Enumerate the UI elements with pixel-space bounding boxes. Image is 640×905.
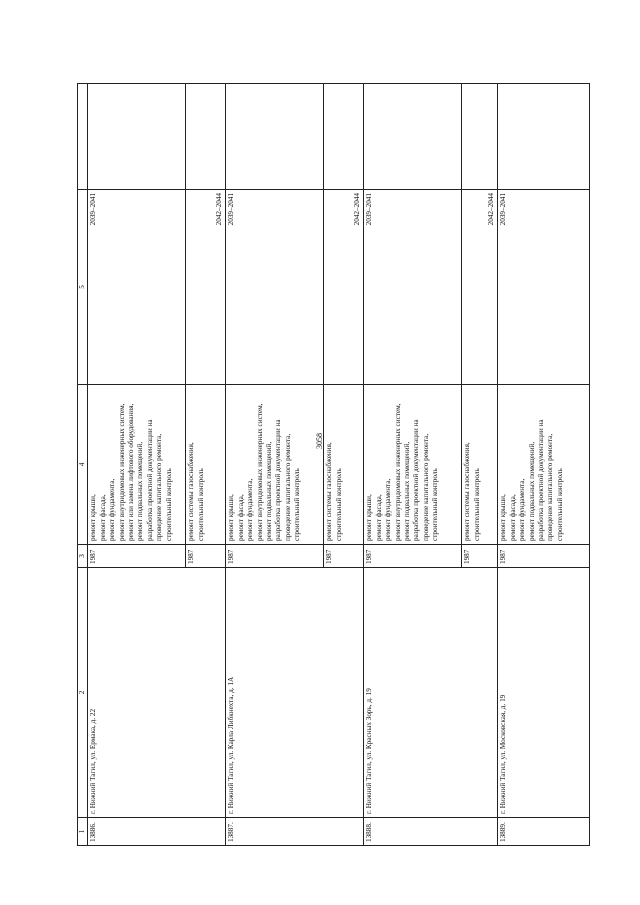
commission-year: 1987 [364,545,462,568]
commission-year: 1987 [498,545,590,568]
empty-cell [498,84,590,190]
table-row [498,84,590,846]
work-item: разработка проектной документации на [412,419,421,541]
work-item: проведение капитального ремонта, [283,433,292,541]
works-list [498,385,590,545]
commission-year: 1987 [88,545,186,568]
table-row [88,84,186,846]
commission-year: 1987 [324,545,364,568]
work-item: ремонт фасада, [508,494,517,541]
record-number: 13886. [88,818,226,846]
record-address: г. Нижний Тагил, ул. Красных Зорь, д. 19 [364,568,498,818]
work-item: разработка проектной документации на [145,419,154,541]
record-address: г. Нижний Тагил, ул. Московская, д. 19 [498,568,590,818]
page-number: 3058 [315,433,324,449]
work-item: ремонт системы газоснабжения, [463,442,472,541]
commission-year: 1987 [226,545,324,568]
empty-cell [462,84,498,190]
repair-period: 2042–2044 [462,190,498,385]
commission-year: 1987 [462,545,498,568]
work-item: ремонт фундамента, [246,478,255,541]
works-list [364,385,462,545]
work-item: ремонт или замена лифтового оборудования, [127,403,136,541]
work-item: разработка проектной документации на [274,419,283,541]
work-item: строительный контроль [164,468,173,541]
work-item: проведение капитального ремонта, [421,433,430,541]
work-item: ремонт фундамента, [384,478,393,541]
rotated-table-stage [77,84,577,846]
repair-period: 2039–2041 [364,190,462,385]
repair-period: 2039–2041 [498,190,590,385]
work-item: ремонт внутридомовых инженерных систем, [117,403,126,541]
work-item: строительный контроль [293,468,302,541]
work-item: ремонт крыши, [227,494,236,541]
work-item: строительный контроль [431,468,440,541]
work-item: ремонт подвальных помещений, [403,441,412,541]
work-item: строительный контроль [196,468,205,541]
header-col-empty [78,84,88,190]
header-col-3: 3 [78,545,88,568]
work-item: строительный контроль [472,468,481,541]
commission-year: 1987 [186,545,226,568]
work-item: ремонт фасада, [236,494,245,541]
record-address: г. Нижний Тагил, ул. Карла Либкнехта, д. 1А [226,568,364,818]
header-col-5: 5 [78,190,88,385]
work-item: строительный контроль [334,468,343,541]
work-item: ремонт крыши, [499,494,508,541]
works-list [462,385,498,545]
empty-cell [88,84,186,190]
work-item: ремонт подвальных помещений, [136,441,145,541]
repair-period: 2042–2044 [186,190,226,385]
record-number: 13887. [226,818,364,846]
works-list [324,385,364,545]
work-item: ремонт крыши, [365,494,374,541]
repair-period: 2039–2041 [88,190,186,385]
work-item: ремонт подвальных помещений, [265,441,274,541]
work-item: разработка проектной документации на [537,419,546,541]
work-item: ремонт внутридомовых инженерных систем, [255,403,264,541]
work-item: ремонт крыши, [89,494,98,541]
empty-cell [226,84,324,190]
work-item: проведение капитального ремонта, [155,433,164,541]
header-col-4: 4 [78,385,88,545]
table-row [364,84,462,846]
header-col-1: 1 [78,818,88,846]
repair-period: 2042–2044 [324,190,364,385]
empty-cell [364,84,462,190]
works-list [226,385,324,545]
empty-cell [324,84,364,190]
record-number: 13888. [364,818,498,846]
header-row [78,84,88,846]
works-list [186,385,226,545]
repair-period: 2039–2041 [226,190,324,385]
work-item: ремонт фундамента, [108,478,117,541]
work-item: ремонт внутридомовых инженерных систем, [393,403,402,541]
table-row [226,84,324,846]
work-item: строительный контроль [555,468,564,541]
work-item: проведение капитального ремонта, [546,433,555,541]
work-item: ремонт системы газоснабжения, [187,442,196,541]
work-item: ремонт фасада, [374,494,383,541]
works-list [88,385,186,545]
record-address: г. Нижний Тагил, ул. Ермака, д. 22 [88,568,226,818]
repair-schedule-table [77,83,590,846]
record-number: 13889. [498,818,590,846]
work-item: ремонт фасада, [98,494,107,541]
header-col-2: 2 [78,568,88,818]
work-item: ремонт подвальных помещений, [527,441,536,541]
empty-cell [186,84,226,190]
work-item: ремонт фундамента, [518,478,527,541]
work-item: ремонт системы газоснабжения, [325,442,334,541]
